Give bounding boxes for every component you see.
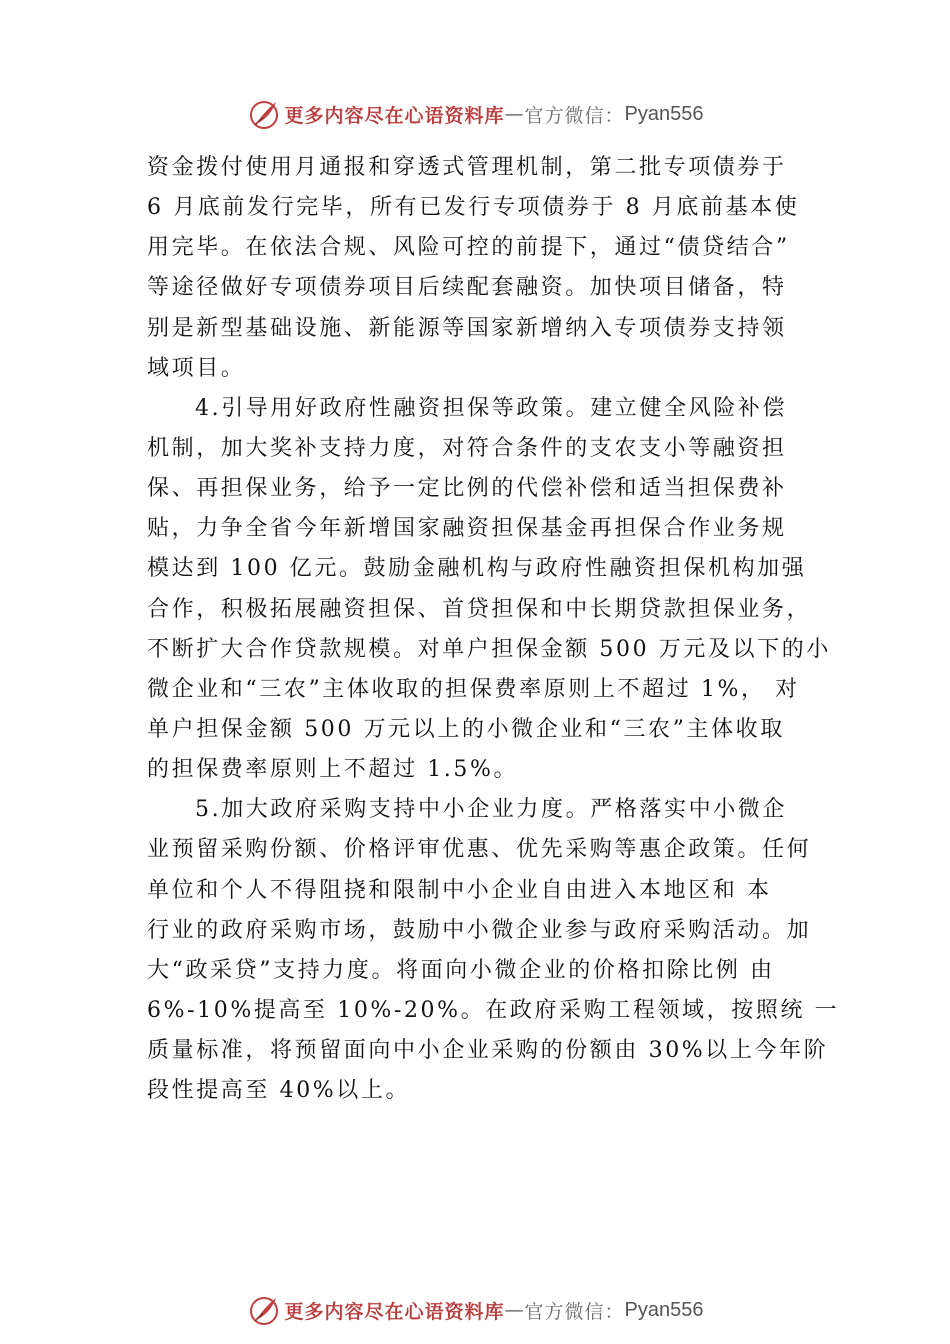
banner-wechat-label: 官方微信： [524,104,625,127]
text-line: 等途径做好专项债券项目后续配套融资。加快项目储备，特 [147,275,787,301]
banner-main-text: 更多内容尽在心语资料库 [284,104,505,127]
text-line: 大“政采贷”支持力度。将面向小微企业的价格扣除比例 由 [147,957,775,983]
text-line: 质量标准，将预留面向中小企业采购的份额由 30%以上今年阶 [147,1038,829,1064]
banner-dash: — [504,103,525,125]
paragraph-5-heading-line: 5.加大政府采购支持中小企业力度。严格落实中小微企 [195,797,787,823]
text-line: 单位和个人不得阻挠和限制中小企业自由进入本地区和 本 [147,877,772,903]
text-line: 段性提高至 40%以上。 [147,1078,411,1104]
text-line: 单户担保金额 500 万元以上的小微企业和“三农”主体收取 [147,716,785,742]
text-line: 合作，积极拓展融资担保、首贷担保和中长期贷款担保业务， [147,596,812,622]
banner-wechat-label: 官方微信： [524,1300,625,1323]
banner-wechat-id: Pyan556 [624,1298,704,1321]
text-line: 机制，加大奖补支持力度，对符合条件的支农支小等融资担 [147,435,787,461]
paragraph-4-heading-line: 4.引导用好政府性融资担保等政策。建立健全风险补偿 [195,395,787,421]
text-line: 6%-10%提高至 10%-20%。在政府采购工程领域，按照统 一 [147,997,840,1023]
text-line: 贴，力争全省今年新增国家融资担保基金再担保合作业务规 [147,516,787,542]
banner-wechat-id: Pyan556 [624,102,704,125]
header-watermark-banner [0,94,950,134]
text-line: 用完毕。在依法合规、风险可控的前提下，通过“债贷结合” [147,235,790,261]
text-line: 业预留采购份额、价格评审优惠、优先采购等惠企政策。任何 [147,837,812,863]
text-line: 微企业和“三农”主体收取的担保费率原则上不超过 1%， 对 [147,676,800,702]
banner-main-text: 更多内容尽在心语资料库 [284,1300,505,1323]
text-line: 保、再担保业务，给予一定比例的代偿补偿和适当担保费补 [147,476,787,502]
feather-quill-logo-icon [247,97,281,131]
text-line: 的担保费率原则上不超过 1.5%。 [147,757,519,783]
text-line: 资金拨付使用月通报和穿透式管理机制，第二批专项债券于 [147,155,787,180]
text-line: 模达到 100 亿元。鼓励金融机构与政府性融资担保机构加强 [147,556,807,582]
footer-watermark-banner [0,1290,950,1330]
text-line: 行业的政府采购市场，鼓励中小微企业参与政府采购活动。加 [147,917,812,943]
banner-dash: — [504,1299,525,1321]
text-line: 6 月底前发行完毕，所有已发行专项债券于 8 月底前基本使 [147,195,800,221]
text-line: 域项目。 [147,355,246,381]
text-line: 不断扩大合作贷款规模。对单户担保金额 500 万元及以下的小 [147,636,831,662]
document-body [147,148,840,1111]
text-line: 别是新型基础设施、新能源等国家新增纳入专项债券支持领 [147,315,787,341]
feather-quill-logo-icon [247,1293,281,1327]
